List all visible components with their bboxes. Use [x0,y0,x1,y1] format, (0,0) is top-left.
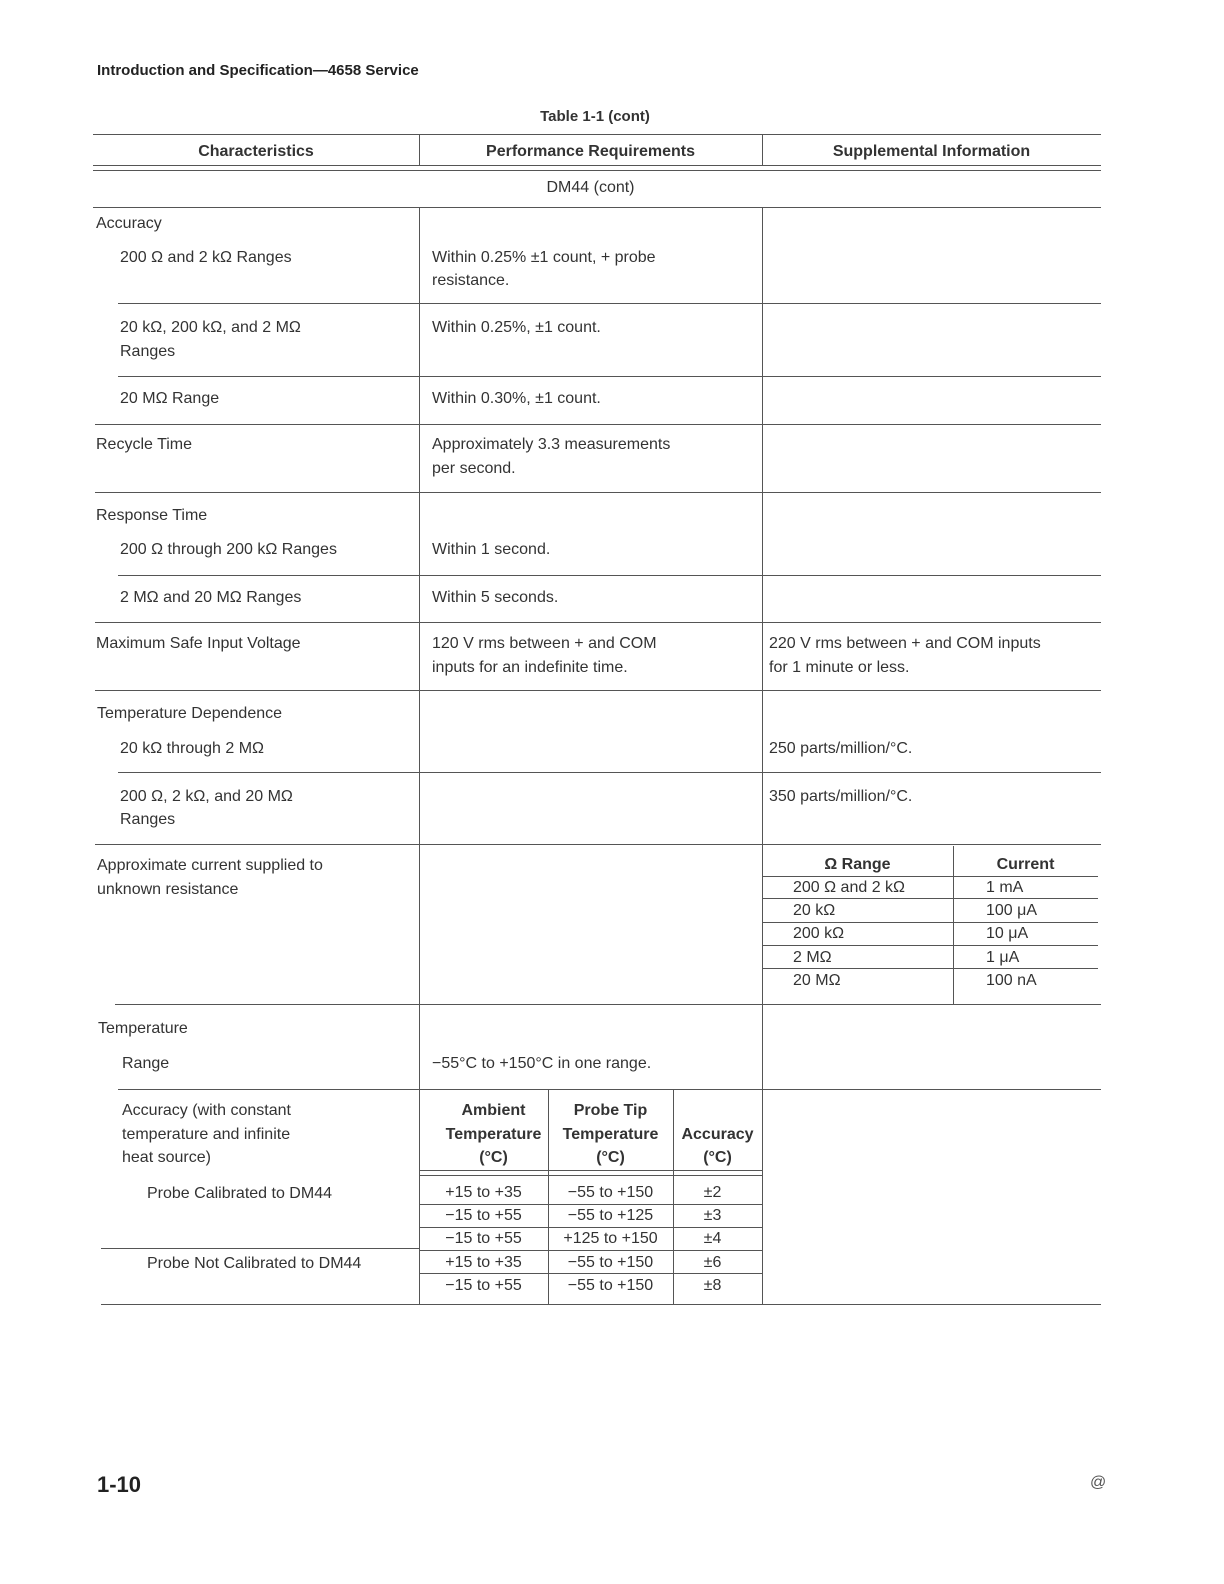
current-char-line1: Approximate current supplied to [97,857,323,874]
section-title: DM44 (cont) [546,179,635,196]
temp-row-5-ambient: −15 to +55 [445,1277,522,1294]
copyright-mark: @ [1090,1474,1107,1491]
accuracy-row-2-char-line2: Ranges [120,343,176,360]
recycle-time-perf-line2: per second. [432,460,516,477]
current-row-5-range: 20 MΩ [793,972,841,989]
temp-dep-row-2-char-line1: 200 Ω, 2 kΩ, and 20 MΩ [120,788,293,805]
response-row-2-perf: Within 5 seconds. [432,589,559,606]
current-row-4-value: 1 μA [986,949,1020,966]
max-safe-supp-line2: for 1 minute or less. [769,659,910,676]
temperature-label: Temperature [98,1020,188,1037]
temp-dep-row-2-char-line2: Ranges [120,811,176,828]
probe-calibrated-label: Probe Calibrated to DM44 [147,1185,332,1202]
column-header-supplemental: Supplemental Information [832,143,1031,160]
temp-header-ambient-line1: Ambient [461,1102,526,1119]
accuracy-row-2-char-line1: 20 kΩ, 200 kΩ, and 2 MΩ [120,319,301,336]
current-row-5-value: 100 nA [986,972,1037,989]
temp-header-probe-line2: Temperature [562,1126,659,1143]
accuracy-row-3-perf: Within 0.30%, ±1 count. [432,390,601,407]
probe-not-calibrated-label: Probe Not Calibrated to DM44 [147,1255,362,1272]
current-row-2-range: 20 kΩ [793,902,836,919]
recycle-time-perf-line1: Approximately 3.3 measurements [432,436,671,453]
accuracy-row-3-char: 20 MΩ Range [120,390,220,407]
max-safe-supp-line1: 220 V rms between + and COM inputs [769,635,1041,652]
page-number: 1-10 [97,1472,142,1497]
temp-header-accuracy-line2: (°C) [703,1149,732,1166]
current-header-current: Current [996,856,1055,873]
temp-header-accuracy-line1: Accuracy [681,1126,754,1143]
accuracy-row-1-char: 200 Ω and 2 kΩ Ranges [120,249,292,266]
temp-row-1-accuracy: ±2 [703,1184,722,1201]
current-row-2-value: 100 μA [986,902,1038,919]
current-row-1-value: 1 mA [986,879,1024,896]
temp-dep-row-2-supp: 350 parts/million/°C. [769,788,913,805]
temperature-range-perf: −55°C to +150°C in one range. [432,1055,652,1072]
temp-accuracy-label-line3: heat source) [122,1149,211,1166]
temp-accuracy-label-line2: temperature and infinite [122,1126,291,1143]
recycle-time-char: Recycle Time [96,436,193,453]
temp-header-probe-line1: Probe Tip [573,1102,648,1119]
page-header: Introduction and Specification—4658 Service [97,62,419,79]
temp-row-4-accuracy: ±6 [703,1254,722,1271]
max-safe-char: Maximum Safe Input Voltage [96,635,301,652]
accuracy-label: Accuracy [96,215,162,232]
temp-row-2-ambient: −15 to +55 [445,1207,522,1224]
temp-row-3-ambient: −15 to +55 [445,1230,522,1247]
table-caption: Table 1-1 (cont) [540,108,650,125]
accuracy-row-1-perf-line1: Within 0.25% ±1 count, + probe [432,249,656,266]
temp-row-5-accuracy: ±8 [703,1277,722,1294]
temp-row-4-probe: −55 to +150 [567,1254,654,1271]
current-char-line2: unknown resistance [97,881,239,898]
column-header-performance: Performance Requirements [486,143,695,160]
temp-header-ambient-line2: Temperature [445,1126,542,1143]
max-safe-perf-line1: 120 V rms between + and COM [432,635,657,652]
temp-accuracy-label-line1: Accuracy (with constant [122,1102,291,1119]
accuracy-row-1-perf-line2: resistance. [432,272,510,289]
current-row-3-range: 200 kΩ [793,925,845,942]
temp-row-5-probe: −55 to +150 [567,1277,654,1294]
temp-row-1-ambient: +15 to +35 [445,1184,522,1201]
accuracy-row-2-perf: Within 0.25%, ±1 count. [432,319,601,336]
temp-row-3-accuracy: ±4 [703,1230,722,1247]
response-time-label: Response Time [96,507,208,524]
current-header-range: Ω Range [824,856,891,873]
response-row-1-char: 200 Ω through 200 kΩ Ranges [120,541,337,558]
current-row-1-range: 200 Ω and 2 kΩ [793,879,905,896]
max-safe-perf-line2: inputs for an indefinite time. [432,659,628,676]
temp-row-4-ambient: +15 to +35 [445,1254,522,1271]
temp-row-3-probe: +125 to +150 [563,1230,658,1247]
temp-dep-row-1-char: 20 kΩ through 2 MΩ [120,740,264,757]
temp-header-ambient-line3: (°C) [479,1149,508,1166]
temp-row-2-accuracy: ±3 [703,1207,722,1224]
temp-dep-row-1-supp: 250 parts/million/°C. [769,740,913,757]
current-row-3-value: 10 μA [986,925,1029,942]
temp-dependence-label: Temperature Dependence [97,705,283,722]
current-row-4-range: 2 MΩ [793,949,832,966]
temp-row-1-probe: −55 to +150 [567,1184,654,1201]
response-row-1-perf: Within 1 second. [432,541,551,558]
temp-row-2-probe: −55 to +125 [567,1207,654,1224]
temperature-range-label: Range [122,1055,170,1072]
response-row-2-char: 2 MΩ and 20 MΩ Ranges [120,589,302,606]
column-header-characteristics: Characteristics [198,143,314,160]
temp-header-probe-line3: (°C) [596,1149,625,1166]
